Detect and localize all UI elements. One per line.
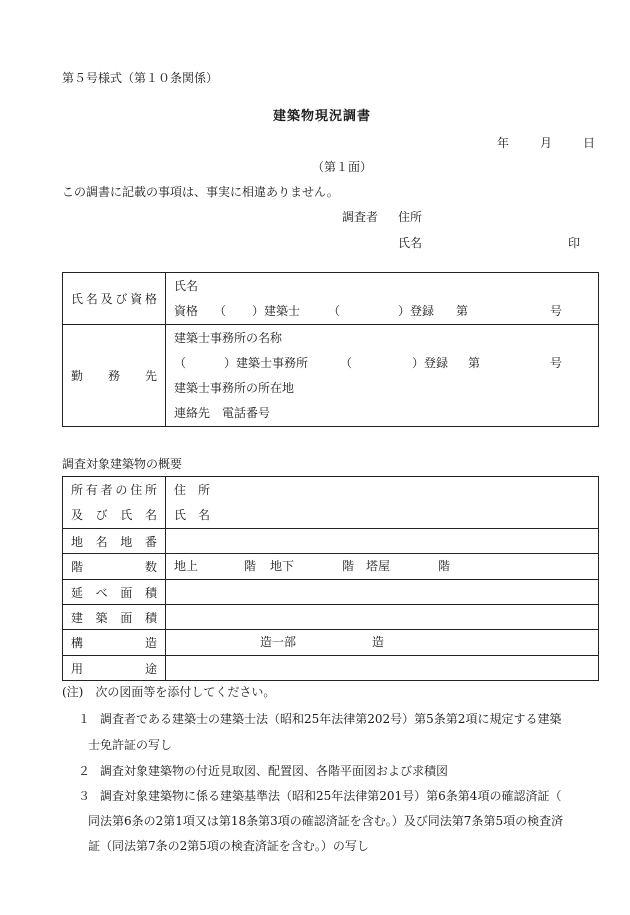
owner-name-line: 氏 名 xyxy=(174,507,211,522)
name-line: 氏名 xyxy=(174,278,199,293)
name-qual-value-cell xyxy=(166,273,599,325)
office-address-line: 建築士事務所の所在地 xyxy=(174,380,295,395)
note-3-line-3: 証（同法第7条の2第5項の検査済証を含む。）の写し xyxy=(88,839,369,853)
investigator-address-label: 住所 xyxy=(398,210,423,224)
floor-area-value-cell xyxy=(166,580,599,605)
date-year: 年 xyxy=(497,136,510,150)
building-area-value-cell xyxy=(166,605,599,630)
seal-mark: 印 xyxy=(568,236,581,250)
office-registration-line: （ ）建築士事務所 （ ）登録 第 号 xyxy=(174,355,563,370)
structure-value-cell: 造一部 造 xyxy=(166,630,599,656)
note-3-line-2: 同法第6条の2第1項又は第18条第3項の確認済証を含む。）及び同法第7条第5項の検査済 xyxy=(88,814,564,828)
owner-label-line2: 及 び 氏 名 xyxy=(71,507,157,522)
form-number: 第５号様式（第１０条関係） xyxy=(62,71,219,85)
note-3-line-1: 調査対象建築物に係る建築基準法（昭和25年法律第201号）第6条第4項の確認済証（ xyxy=(100,789,562,803)
note-1-number: １ xyxy=(78,712,91,726)
use-label-cell: 用 途 xyxy=(63,656,166,681)
building-table xyxy=(62,476,599,681)
workplace-label: 勤 務 先 xyxy=(71,369,157,383)
floors-label-cell: 階 数 xyxy=(63,554,166,580)
declaration: この調書に記載の事項は、事実に相違ありません。 xyxy=(62,185,339,199)
use-value-cell xyxy=(166,656,599,681)
building-area-label-cell: 建 築 面 積 xyxy=(63,605,166,630)
qualification-line: 資格 （ ）建築士 （ ）登録 第 号 xyxy=(174,303,563,318)
notes-header: (注) 次の図面等を添付してください。 xyxy=(62,685,276,699)
investigator-label: 調査者 xyxy=(342,210,379,224)
owner-address-line: 住 所 xyxy=(174,482,211,497)
note-1-line-2: 士免許証の写し xyxy=(88,738,173,752)
note-1-line-1: 調査者である建築士の建築士法（昭和25年法律第202号）第5条第2項に規定する建築 xyxy=(100,712,562,726)
contact-line: 連絡先 電話番号 xyxy=(174,405,271,420)
investigator-name-label: 氏名 xyxy=(398,236,423,250)
note-3-number: ３ xyxy=(78,789,91,803)
floors-value-cell: 地上 階 地下 階 塔屋 階 xyxy=(166,554,599,580)
name-qual-label: 氏 名 及 び 資 格 xyxy=(71,292,157,306)
lot-value-cell xyxy=(166,529,599,554)
office-name-line: 建築士事務所の名称 xyxy=(174,330,283,345)
owner-value-cell xyxy=(166,477,599,529)
section-title: 調査対象建築物の概要 xyxy=(62,457,183,471)
page-title: 建築物現況調書 xyxy=(273,109,372,124)
lot-label-cell: 地 名 地 番 xyxy=(63,529,166,554)
investigator-table xyxy=(62,272,599,427)
owner-label-cell xyxy=(63,477,166,529)
workplace-value-cell xyxy=(166,325,599,427)
note-2-number: ２ xyxy=(78,764,91,778)
date-month: 月 xyxy=(540,136,553,150)
structure-label-cell: 構 造 xyxy=(63,630,166,656)
name-qual-label-cell xyxy=(63,273,166,325)
note-2-line-1: 調査対象建築物の付近見取図、配置図、各階平面図および求積図 xyxy=(100,764,449,778)
owner-label-line1: 所 有 者 の 住 所 xyxy=(71,482,157,497)
workplace-label-cell xyxy=(63,325,166,427)
date-day: 日 xyxy=(583,136,596,150)
page-label: （第１面） xyxy=(312,160,373,174)
floor-area-label-cell: 延 べ 面 積 xyxy=(63,580,166,605)
